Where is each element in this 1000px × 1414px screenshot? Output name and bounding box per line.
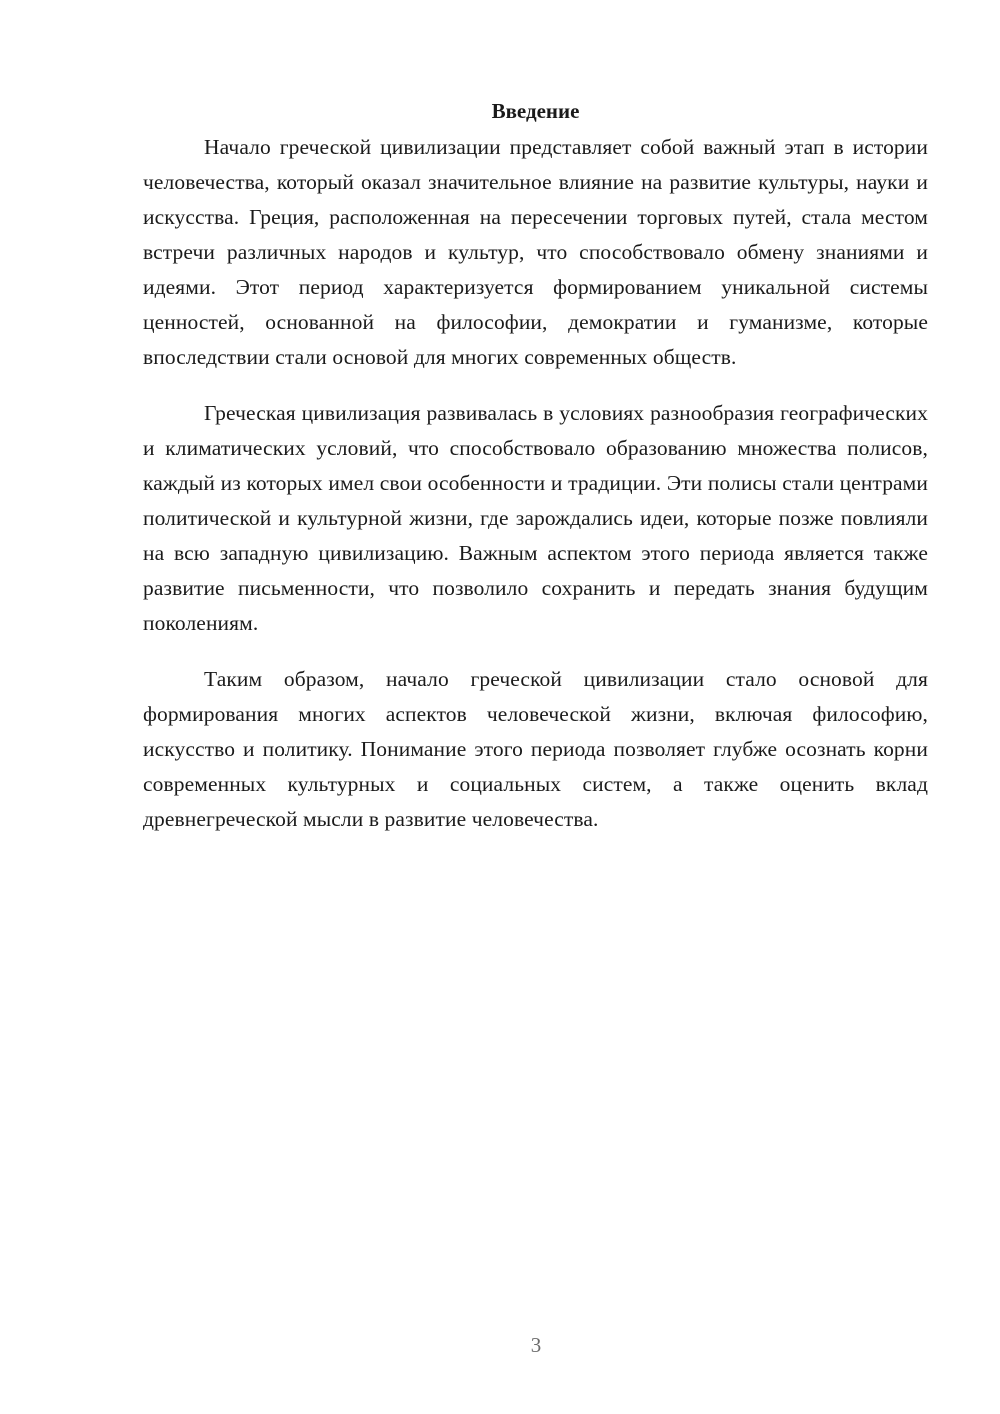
paragraph-3: Таким образом, начало греческой цивилизации стало основой для формирования многих аспектов человеческой жизни, включая философию, искусство и политику. Понимание этого периода позволяет глубже осознать корни современных культурных и социальных систем, а также оценить вклад древнегреческой мысли в развитие человечества.	[143, 667, 928, 831]
page-number: 3	[530, 1333, 542, 1357]
paragraph-1: Начало греческой цивилизации представляет собой важный этап в истории человечества, который оказал значительное влияние на развитие культуры, науки и искусства. Греция, расположенная на пересечении торговых путей, стала местом встречи различных народов и культур, что способствовало обмену знаниями и идеями. Этот период характеризуется формированием уникальной системы ценностей, основанной на философии, демократии и гуманизме, которые впоследствии стали основой для многих современных обществ.	[143, 135, 928, 369]
page-content	[143, 96, 928, 858]
paragraph-2: Греческая цивилизация развивалась в условиях разнообразия географических и климатических условий, что способствовало образованию множества полисов, каждый из которых имел свои особенности и традиции. Эти полисы стали центрами политической и культурной жизни, где зарождались идеи, которые позже повлияли на всю западную цивилизацию. Важным аспектом этого периода является также развитие письменности, что позволило сохранить и передать знания будущим поколениям.	[143, 401, 928, 635]
section-heading: Введение	[491, 99, 580, 123]
